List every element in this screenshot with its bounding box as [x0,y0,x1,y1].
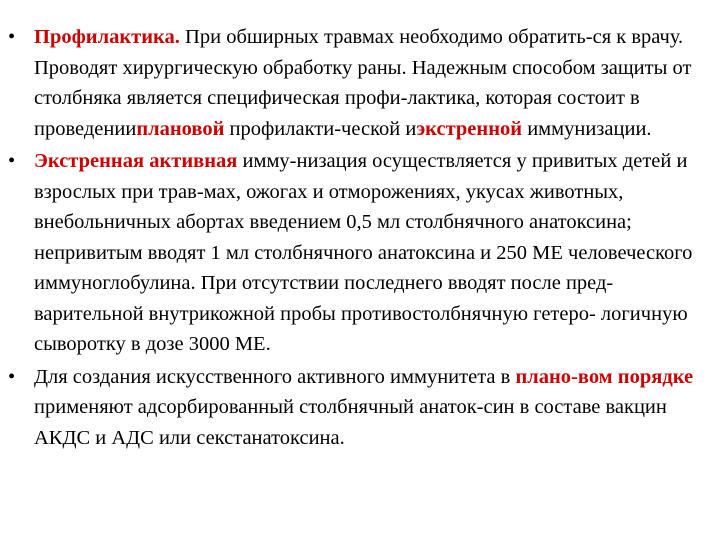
paragraph-text: профилакти-ческой и [224,117,417,140]
bullet-item-prophylaxis [0,22,720,144]
paragraph-text: применяют адсорбированный столбнячный анаток-син в составе вакцин АКДС и АДС или секстанатоксина. [34,396,667,449]
paragraph-text: иммунизации. [522,117,652,140]
bullet-item-emergency-immunization [0,146,720,360]
term-planned-order: плано-вом порядке [515,365,694,388]
paragraph-text: Для создания искусственного активного иммунитета в [34,365,516,388]
term-emergency: экстренной [416,117,523,140]
bullet-dot: • [8,150,16,172]
paragraph-text: имму-низация осуществляется у привитых детей и взрослых при трав-мах, ожогах и отморожениях, укусах животных, внебольничных абортах введением 0,5 мл столбнячного анатоксина; непривитым вводят 1 мл столбнячного анатоксина и 250 МЕ человеческого иммуноглобулина. При отсутствии последнего вводят после пред-варительной внутрикожной пробы противостолбнячную гетеро- логичную сыворотку в дозе 3000 МЕ. [34,150,693,355]
bullet-item-planned-immunity [0,362,720,454]
term-planned: плановой [136,117,225,140]
bullet-dot: • [8,365,16,388]
term-emergency-active: Экстренная активная [34,150,238,172]
term-prophylaxis: Профилактика. [34,26,180,48]
paragraph-text: При обширных травмах необходимо обратить-ся к врачу. Проводят хирургическую обработку раны. Надежным способом защиты от столбняка является специфическая профи-лактика, которая состоит в проведении [34,26,692,140]
bullet-dot: • [8,26,16,48]
bullet-list [0,22,720,453]
